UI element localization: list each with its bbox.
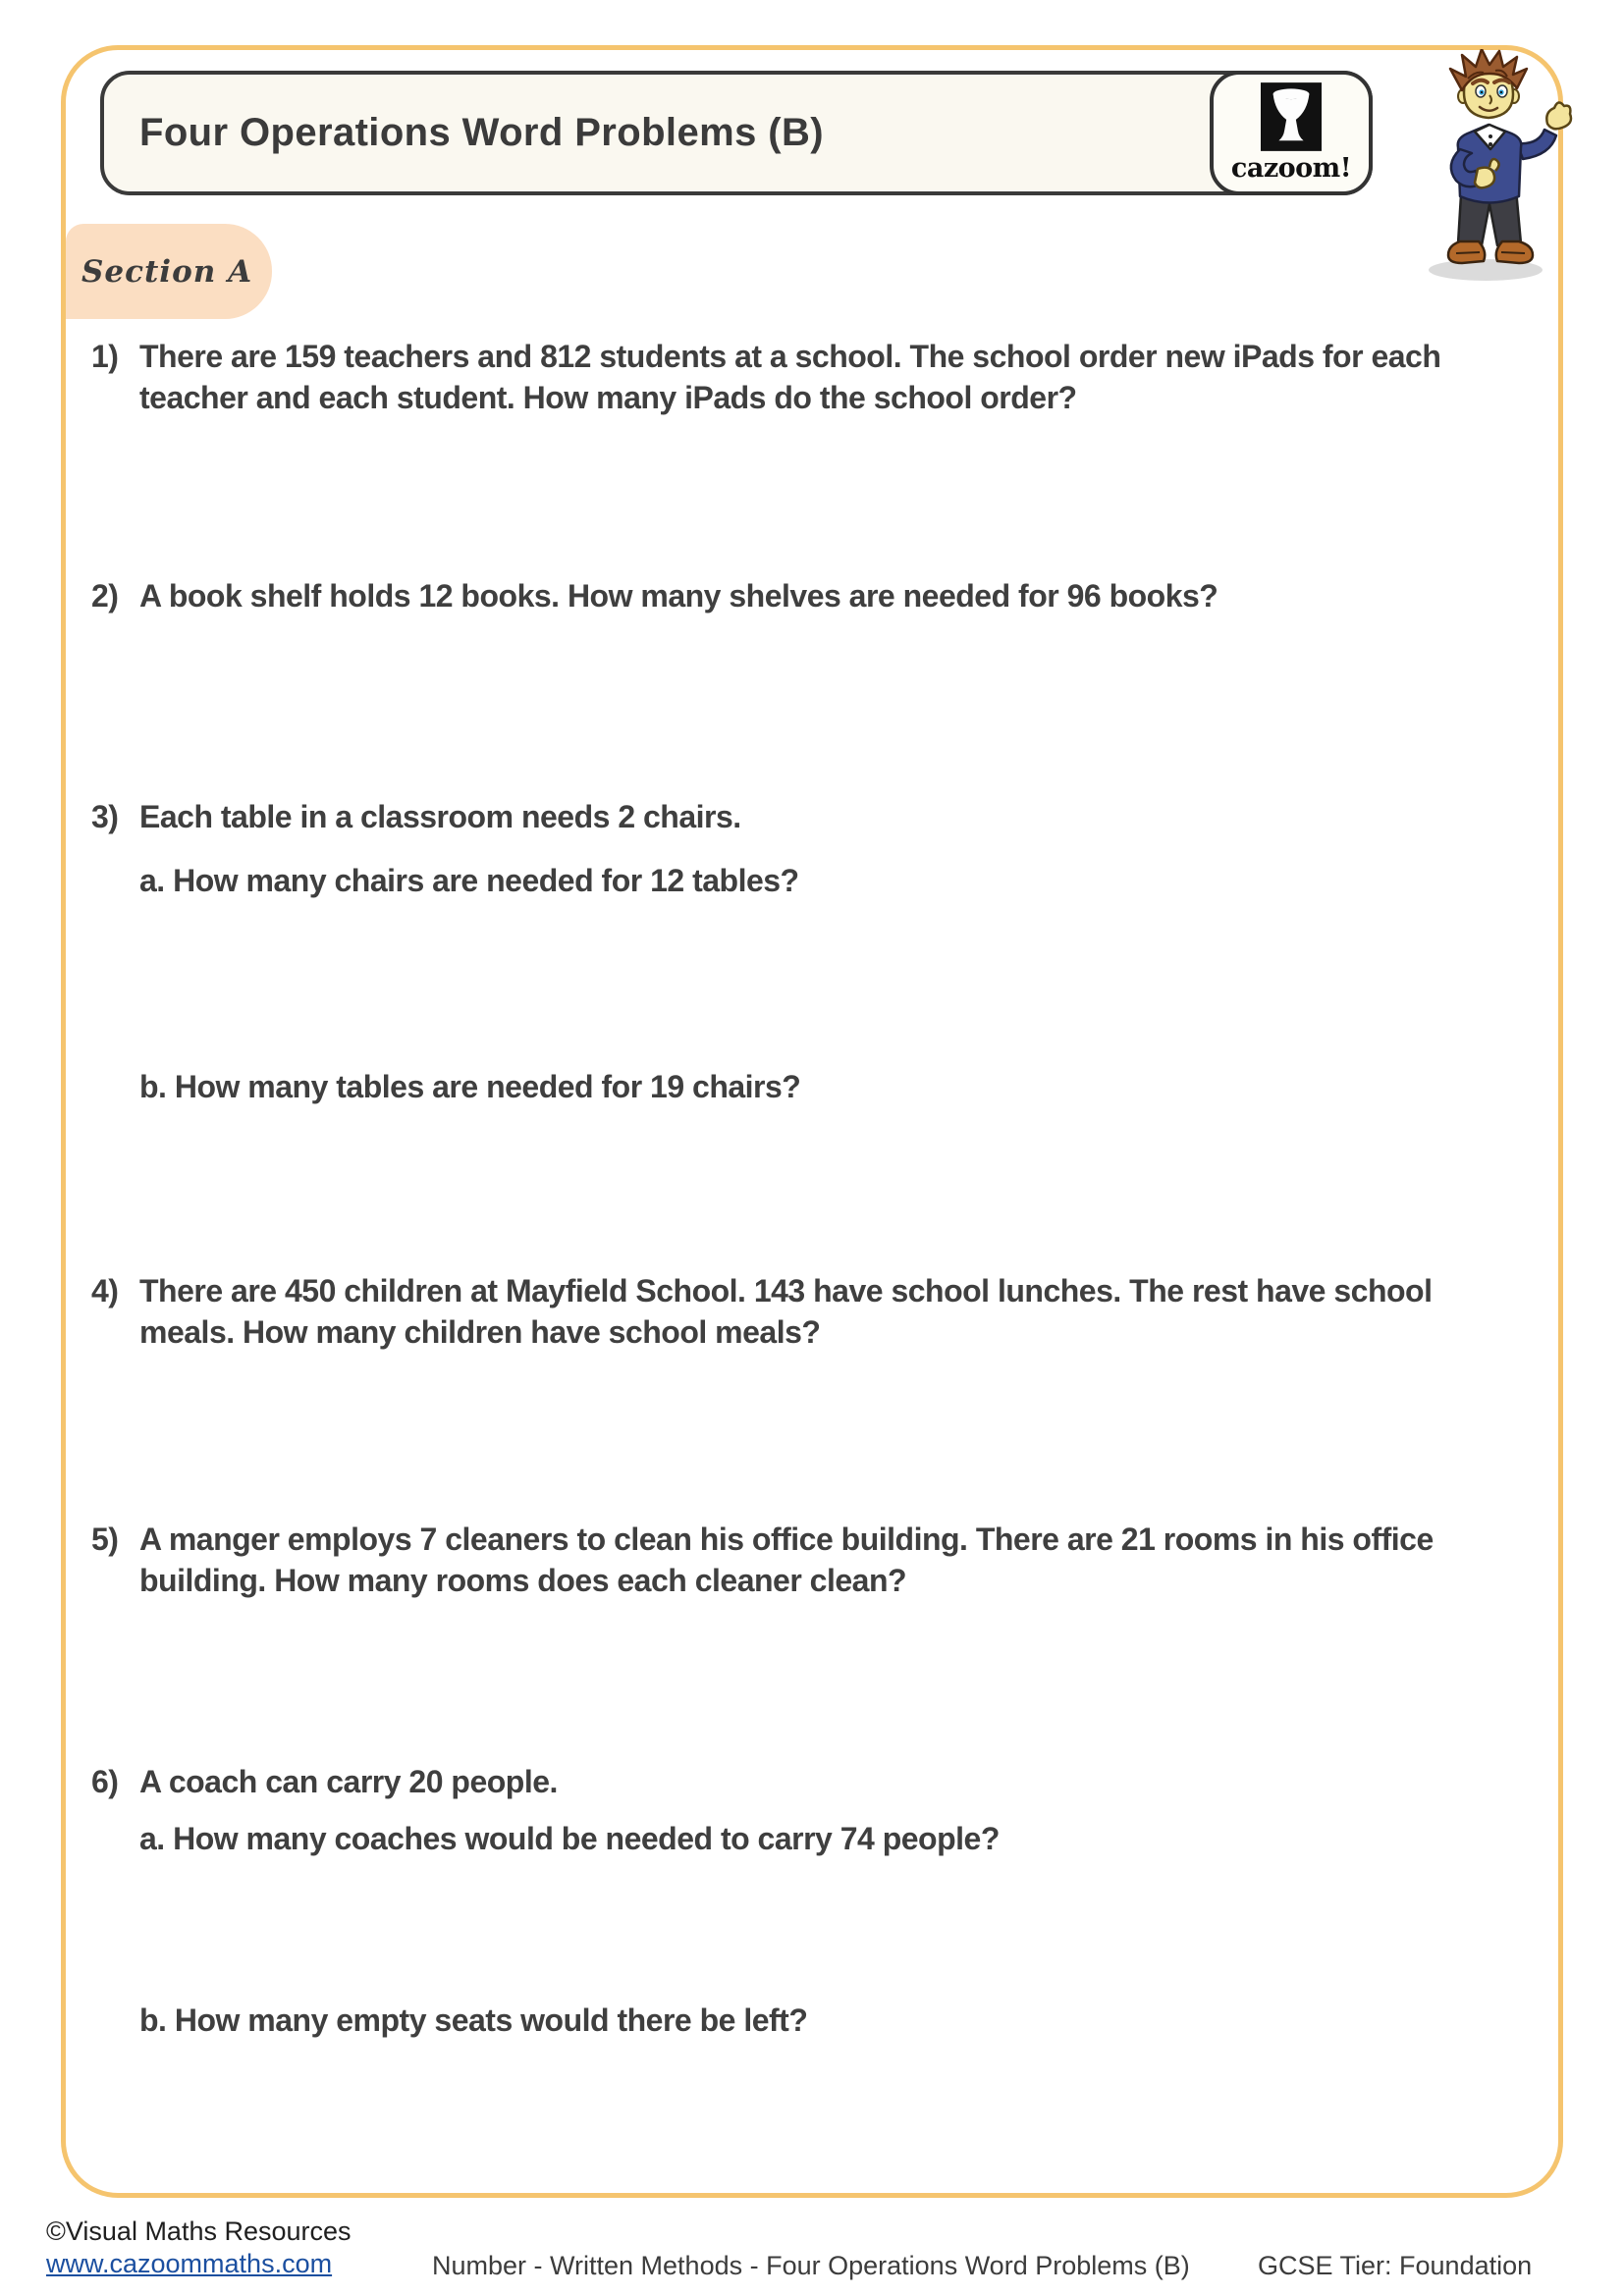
cazoom-logo-text: cazoom! bbox=[1230, 153, 1352, 184]
section-a-tab bbox=[66, 224, 272, 319]
footer-topic: Number - Written Methods - Four Operations Word Problems (B) bbox=[432, 2251, 1190, 2280]
title-box bbox=[100, 71, 1373, 195]
question-6-text: A coach can carry 20 people. bbox=[139, 1764, 558, 1799]
question-4-number: 4) bbox=[91, 1273, 119, 1308]
question-6a-text: a. How many coaches would be needed to carry 74 people? bbox=[139, 1821, 1000, 1856]
question-3a-label: a. bbox=[139, 863, 165, 898]
mascot-boy-illustration bbox=[1377, 49, 1604, 285]
question-6b-label: b. bbox=[139, 2002, 167, 2038]
question-4 bbox=[91, 1270, 1509, 1353]
question-2-number: 2) bbox=[91, 578, 119, 614]
question-3b-label: b. bbox=[139, 1069, 167, 1104]
question-4-text: There are 450 children at Mayfield School. 143 have school lunches. The rest have school meals. How many children have school meals? bbox=[139, 1273, 1433, 1350]
footer-left bbox=[46, 2216, 352, 2280]
question-2-text: A book shelf holds 12 books. How many shelves are needed for 96 books? bbox=[139, 578, 1218, 614]
footer-tier: GCSE Tier: Foundation bbox=[1258, 2251, 1533, 2280]
question-5-number: 5) bbox=[91, 1522, 119, 1557]
question-1-number: 1) bbox=[91, 339, 119, 374]
question-3a bbox=[139, 860, 1461, 901]
question-6b bbox=[139, 2000, 1461, 2041]
question-6b-text: b. How many empty seats would there be left? bbox=[139, 2002, 808, 2038]
cazoom-logo bbox=[1210, 71, 1373, 195]
question-6-number: 6) bbox=[91, 1764, 119, 1799]
question-5 bbox=[91, 1519, 1509, 1601]
question-6 bbox=[91, 1761, 1509, 1802]
drum-icon bbox=[1261, 82, 1322, 151]
question-5-text: A manger employs 7 cleaners to clean his office building. There are 21 rooms in his office building. How many rooms does each cleaner clean? bbox=[139, 1522, 1434, 1598]
section-a-label: Section A bbox=[81, 253, 253, 290]
question-3a-text: a. How many chairs are needed for 12 tables? bbox=[139, 863, 799, 898]
question-2 bbox=[91, 575, 1509, 616]
question-3b-text: b. How many tables are needed for 19 chairs? bbox=[139, 1069, 801, 1104]
question-3b bbox=[139, 1066, 1461, 1107]
question-6a bbox=[139, 1818, 1461, 1859]
question-1-text: There are 159 teachers and 812 students at a school. The school order new iPads for each teacher and each student. How many iPads do the school order? bbox=[139, 339, 1441, 415]
question-3-number: 3) bbox=[91, 799, 119, 834]
copyright-text: ©Visual Maths Resources bbox=[46, 2216, 352, 2246]
question-3 bbox=[91, 796, 1509, 837]
website-link[interactable]: www.cazoommaths.com bbox=[46, 2249, 333, 2278]
question-6a-label: a. bbox=[139, 1821, 165, 1856]
question-3-text: Each table in a classroom needs 2 chairs. bbox=[139, 799, 741, 834]
question-1 bbox=[91, 336, 1509, 418]
page-title: Four Operations Word Problems (B) bbox=[139, 111, 824, 154]
